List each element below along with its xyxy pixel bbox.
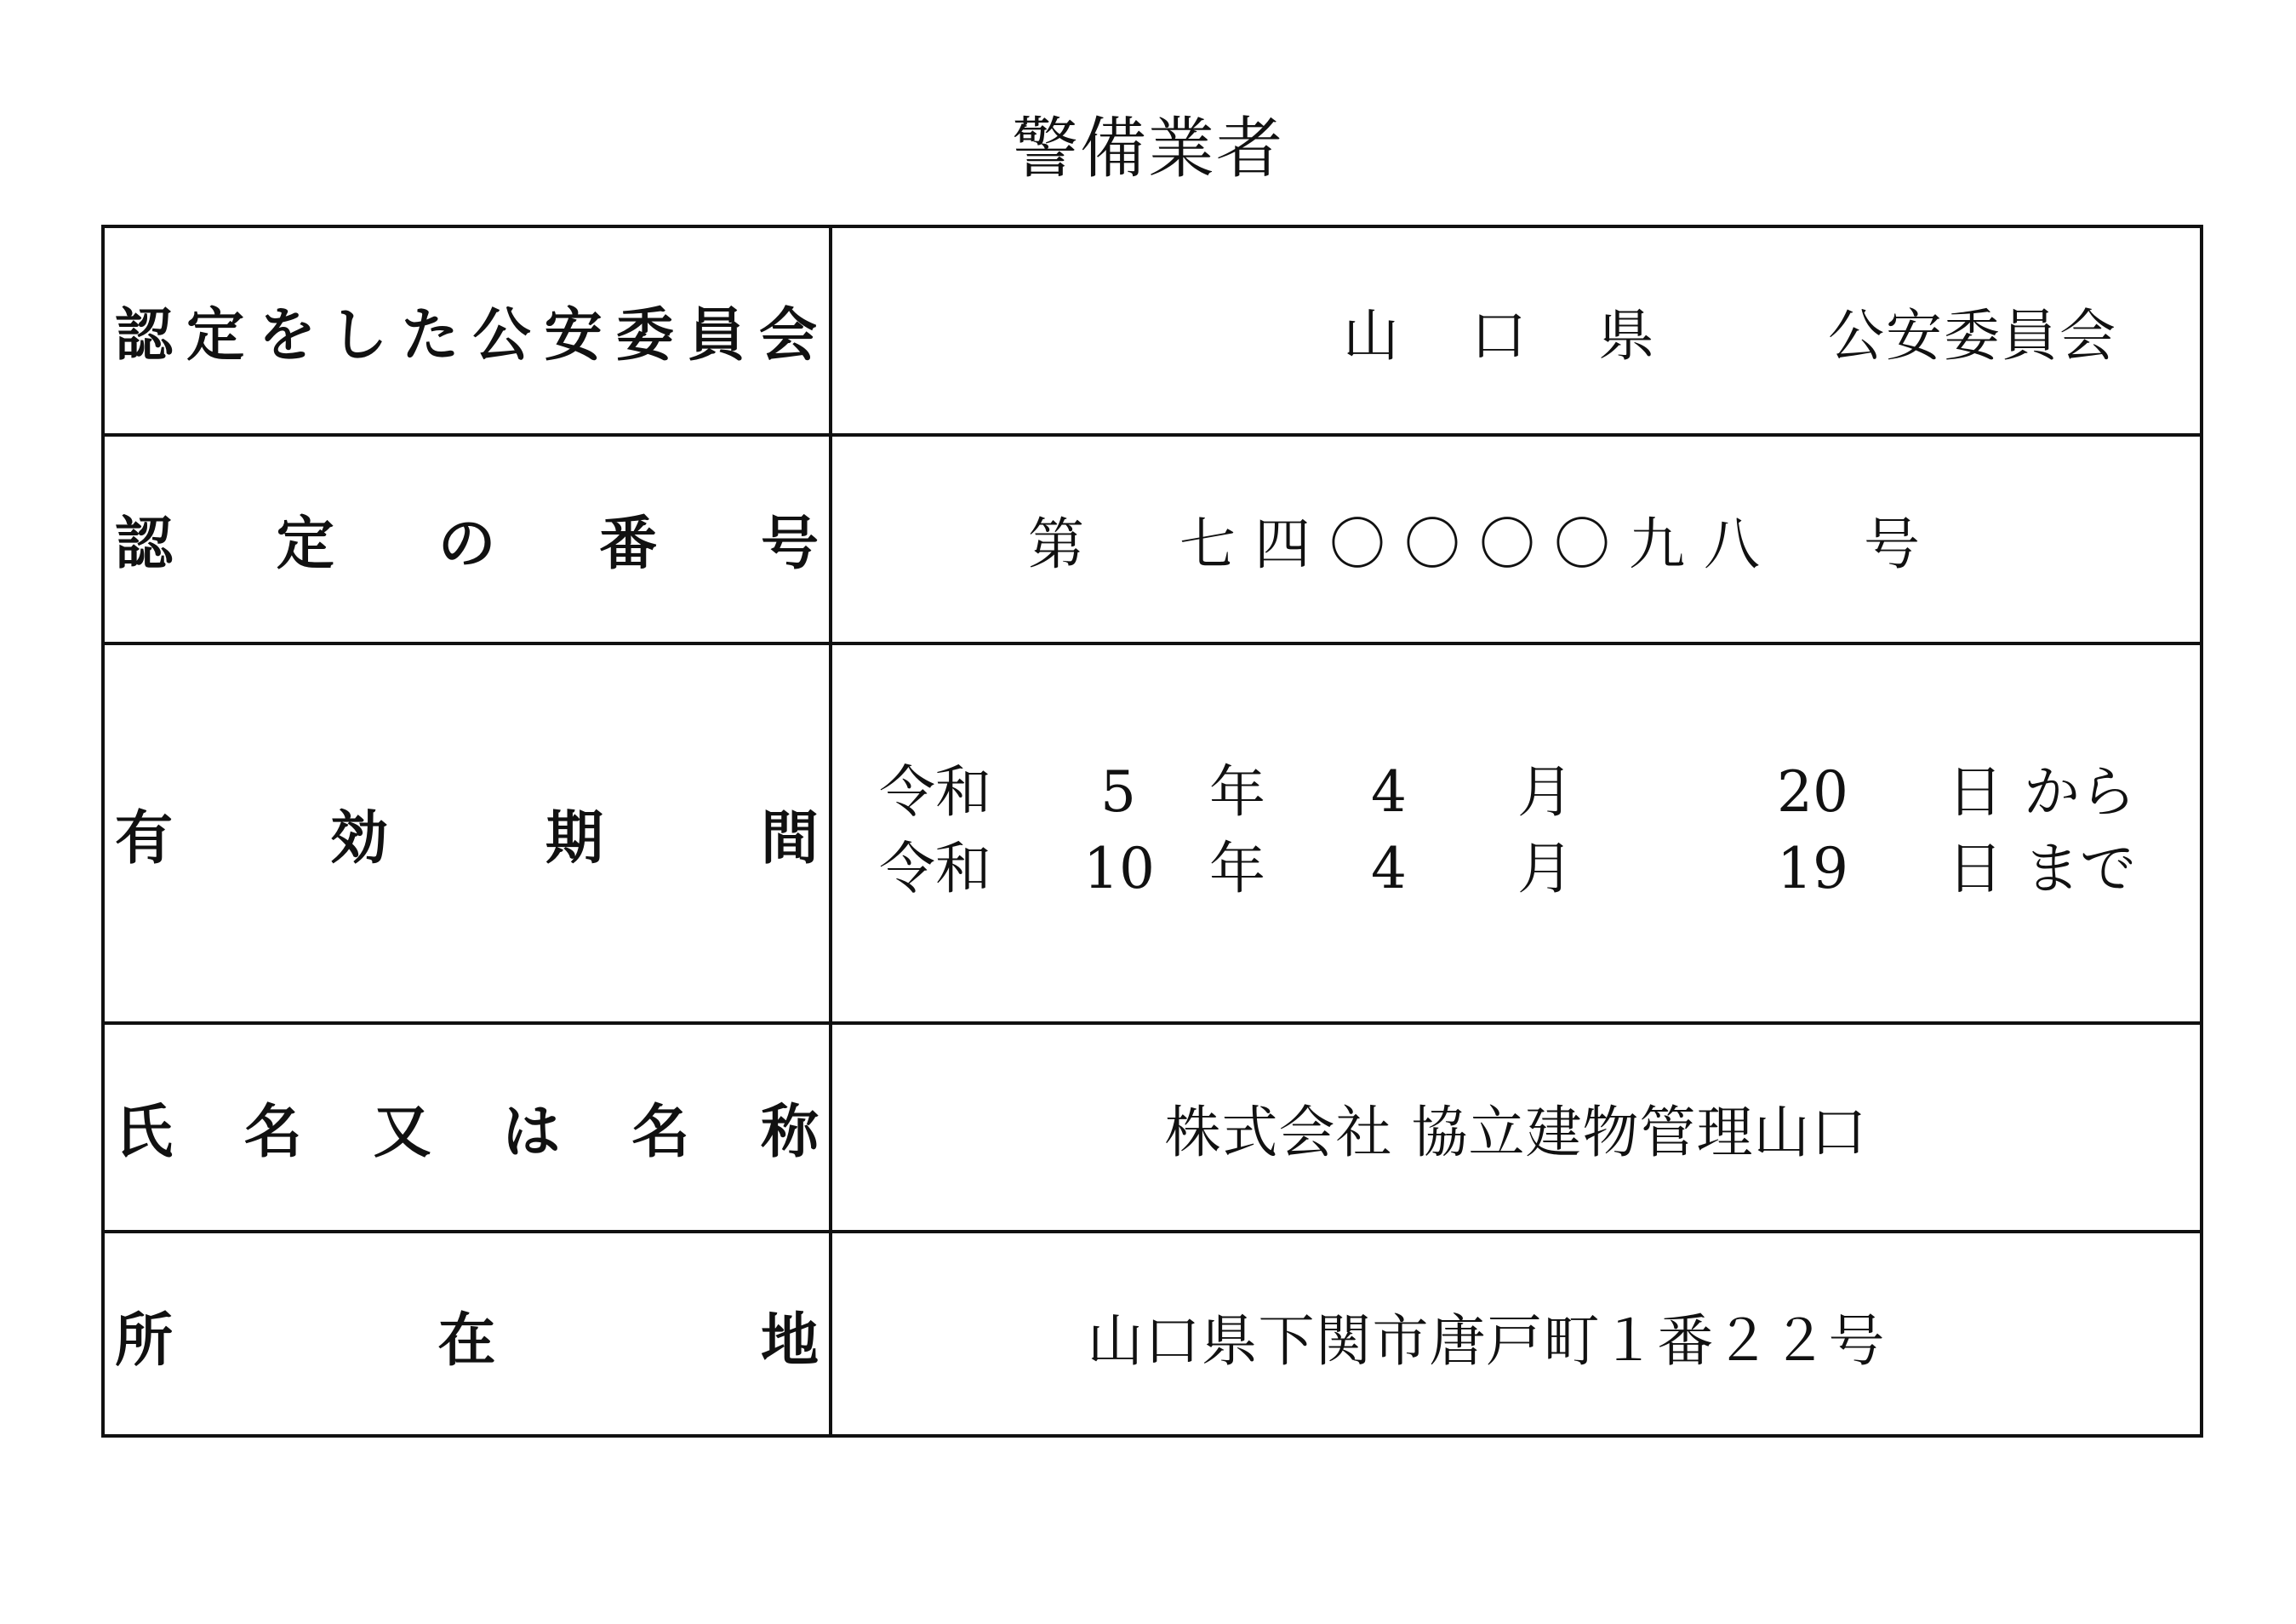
address-label-char: 地 [760, 1306, 819, 1375]
validity-period-row [105, 645, 2200, 1025]
commission-value [832, 228, 2200, 433]
period-label-char: 期 [545, 803, 603, 872]
company-address: 山口県下関市唐戸町１番２２号 [1087, 1307, 1886, 1374]
from-suffix: から [2024, 759, 2136, 825]
to-era: 令和 [879, 836, 991, 901]
commission-label-char: 定 [186, 301, 247, 369]
commission-label-char: 員 [687, 301, 747, 369]
certification-number-value [832, 437, 2200, 642]
to-suffix: まで [2024, 836, 2136, 901]
period-label-char: 有 [115, 803, 174, 872]
validity-period-value [832, 645, 2200, 1021]
number-label-char: 定 [276, 510, 334, 578]
name-label-char: 又 [373, 1098, 431, 1166]
name-label-char: 名 [243, 1098, 302, 1166]
prefecture-name [1343, 228, 1654, 433]
from-month: 4 [1371, 759, 1407, 825]
to-year-unit: 年 [1209, 836, 1265, 901]
commission-suffix: 公安委員会 [1828, 303, 2117, 369]
to-day: 19 [1777, 836, 1848, 901]
commission-label-char: 公 [472, 301, 533, 369]
prefecture-char: 県 [1598, 303, 1654, 369]
certification-number-row [105, 437, 2200, 645]
name-label [105, 1025, 832, 1230]
security-business-notice-table [101, 225, 2203, 1438]
name-label-char: 称 [760, 1098, 819, 1166]
from-year: 5 [1100, 759, 1136, 825]
commission-label-char: 委 [615, 301, 676, 369]
number-digits: 七四〇〇〇〇九八 [1179, 512, 1779, 577]
number-label-char: の [437, 510, 496, 578]
period-label-char: 間 [760, 803, 819, 872]
address-label-char: 在 [437, 1306, 496, 1375]
address-row [105, 1233, 2200, 1438]
from-era: 令和 [879, 759, 991, 825]
address-label-char: 所 [115, 1306, 174, 1375]
from-day-unit: 日 [1947, 759, 2003, 825]
commission-row [105, 228, 2200, 437]
number-label-char: 号 [760, 510, 819, 578]
address-label [105, 1233, 832, 1438]
commission-label-char: た [401, 301, 461, 369]
commission-label [105, 228, 832, 433]
period-label-char: 効 [329, 803, 388, 872]
number-label-char: 認 [115, 510, 174, 578]
to-month: 4 [1371, 836, 1407, 901]
name-label-char: 名 [631, 1098, 690, 1166]
number-suffix: 号 [1864, 512, 1920, 577]
to-year: 10 [1083, 836, 1155, 901]
commission-label-char: 認 [115, 301, 175, 369]
name-label-char: 氏 [115, 1098, 174, 1166]
commission-label-char: 安 [544, 301, 604, 369]
prefecture-char: 山 [1343, 303, 1399, 369]
commission-label-char: 会 [758, 301, 819, 369]
name-value [832, 1025, 2200, 1230]
prefecture-char: 口 [1471, 303, 1527, 369]
from-year-unit: 年 [1209, 759, 1265, 825]
certification-number-label [105, 437, 832, 642]
from-day: 20 [1777, 759, 1848, 825]
document-title: 警備業者 [1011, 111, 1284, 187]
to-month-unit: 月 [1517, 836, 1574, 901]
number-label-char: 番 [599, 510, 658, 578]
address-value [832, 1233, 2200, 1438]
number-prefix: 第 [1028, 512, 1084, 577]
commission-label-char: し [329, 301, 390, 369]
name-label-char: は [502, 1098, 561, 1166]
company-name: 株式会社 協立建物管理山口 [1164, 1100, 1868, 1165]
commission-label-char: を [258, 301, 318, 369]
from-month-unit: 月 [1517, 759, 1574, 825]
to-day-unit: 日 [1947, 836, 2003, 901]
name-row [105, 1025, 2200, 1233]
validity-period-label [105, 645, 832, 1021]
